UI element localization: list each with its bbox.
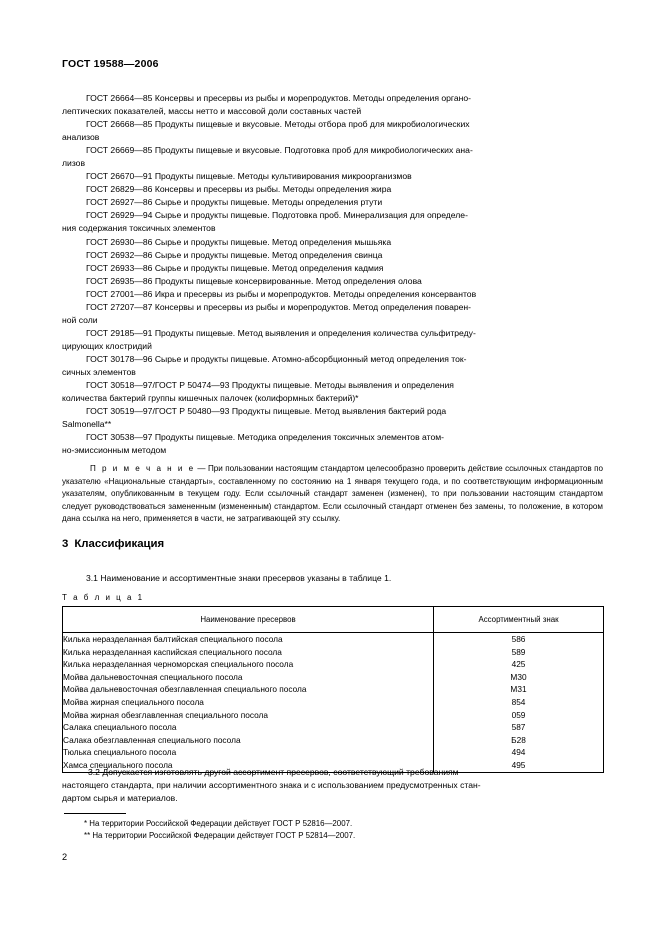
section-title: Классификация [74,538,165,550]
reference-line: ГОСТ 30178—96 Сырье и продукты пищевые. Атомно-абсорбционный метод определения ток- [86,353,467,364]
list-item: 059 [511,709,526,720]
reference-line: цирующих клостридий [62,340,152,351]
reference-line: анализов [62,132,100,143]
reference-line: лептических показателей, массы нетто и массовой доли составных частей [62,106,362,117]
reference-line: ГОСТ 26669—85 Продукты пищевые и вкусовые. Подготовка проб для микробиологических ана- [86,145,473,156]
reference-entry-cont [62,157,603,170]
reference-line: но-эмиссионным методом [62,445,167,456]
reference-line: количества бактерий группы кишечных палочек (колиформных бактерий)* [62,393,359,404]
reference-entry [62,183,603,196]
list-item: 587 [511,722,526,733]
column-header-code: Ассортиментный знак [434,607,604,633]
table-header-row [63,607,604,633]
list-item: Тюлька специального посола [63,747,177,758]
reference-line: ГОСТ 27207—87 Консервы и пресервы из рыбы и морепродуктов. Метод определения поварен- [86,301,472,312]
reference-line: ГОСТ 26930—86 Сырье и продукты пищевые. Метод определения мышьяка [86,236,392,247]
reference-entry [62,275,603,288]
list-item: М30 [510,671,527,682]
reference-entry-cont [62,444,603,457]
reference-entry [62,196,603,209]
reference-entry [62,144,603,157]
reference-line: ГОСТ 26670—91 Продукты пищевые. Методы культивирования микроорганизмов [86,171,412,182]
reference-entry-cont [62,131,603,144]
table-1-wrapper [62,606,603,773]
reference-entry [62,262,603,275]
list-item: 854 [511,696,526,707]
note-label: П р и м е ч а н и е [90,464,195,473]
list-item: Салака специального посола [63,722,177,733]
reference-entry [62,405,603,418]
reference-line: ГОСТ 26932—86 Сырье и продукты пищевые. Метод определения свинца [86,249,383,260]
list-item: 586 [511,634,526,644]
reference-entry-cont [62,314,603,327]
list-item: Килька неразделанная черноморская специального посола [63,659,294,670]
section-number: 3 [62,538,69,550]
reference-entry [62,118,603,131]
list-item: 589 [511,646,526,657]
reference-entry [62,431,603,444]
clause-3-2-line-3: дартом сырья и материалов. [62,793,178,804]
reference-line: Salmonella** [62,419,112,430]
reference-line: ния содержания токсичных элементов [62,223,216,234]
preserves-table [62,606,604,773]
reference-line: ГОСТ 26935—86 Продукты пищевые консервированные. Метод определения олова [86,275,422,286]
footnote-1: * На территории Российской Федерации действует ГОСТ Р 52816—2007. [84,819,353,828]
list-item: Салака обезглавленная специального посола [63,734,241,745]
reference-line: ГОСТ 26927—86 Сырье и продукты пищевые. Методы определения ртути [86,197,383,208]
footnotes-block [62,818,603,842]
reference-entry [62,209,603,222]
reference-entry [62,288,603,301]
list-item: Килька неразделанная каспийская специального посола [63,646,282,657]
page-running-header: ГОСТ 19588—2006 [62,58,159,70]
reference-entry-cont [62,222,603,235]
cell-names [63,633,434,773]
note-block [62,463,603,526]
reference-entry [62,353,603,366]
table-body [63,633,604,773]
table-header [63,607,604,633]
reference-line: ГОСТ 26933—86 Сырье и продукты пищевые. Метод определения кадмия [86,262,384,273]
clause-3-2-line-1: 3.2 Допускается изготовлять другой ассортимент пресервов, соответствующий требованиям [88,767,459,777]
reference-entry-cont [62,392,603,405]
reference-entry-cont [62,366,603,379]
footnote-2: ** На территории Российской Федерации действует ГОСТ Р 52814—2007. [84,831,356,841]
reference-line: ГОСТ 29185—91 Продукты пищевые. Метод выявления и определения количества сульфитреду- [86,327,476,338]
reference-line: ГОСТ 26929—94 Сырье и продукты пищевые. Подготовка проб. Минерализация для определе- [86,210,468,221]
reference-entry-cont [62,418,603,431]
cell-codes [434,633,604,773]
reference-line: сичных элементов [62,366,136,377]
reference-entry [62,379,603,392]
reference-entry [62,170,603,183]
reference-line: ГОСТ 27001—86 Икра и пресервы из рыбы и морепродуктов. Методы определения консервантов [86,288,477,299]
list-item: Б28 [511,734,526,745]
list-item: 425 [511,659,526,670]
list-item: Хамса специального посола [63,759,173,770]
list-item: Мойва дальневосточная специального посола [63,671,243,682]
reference-entry [62,327,603,340]
clause-3-2 [62,766,603,806]
reference-entry [62,92,603,105]
section-heading [62,538,164,550]
reference-entry [62,236,603,249]
list-item: Мойва жирная специального посола [63,696,204,707]
reference-entry-cont [62,340,603,353]
reference-line: ГОСТ 26668—85 Продукты пищевые и вкусовые. Методы отбора проб для микробиологических [86,119,470,130]
list-item: 495 [511,759,526,770]
footnote-separator [64,813,126,814]
note-text: При пользовании настоящим стандартом целесообразно проверить действие ссылочных стандартов по указателю «Национальные стандарты», составленному по состоянию на 1 января текущего года, и по соответствующим информационным указателям, опубликованным в текущем году. Если ссылочный стандарт заменен (изменен), то при пользовании настоящим стандартом следует руководствоваться замененным (измененным) стандартом. Если ссылочный стандарт отменен без замены, то положение, в котором дана ссылка на него, применяется в части, не затрагивающей эту ссылку. [62,464,603,524]
list-item: М31 [510,684,527,695]
clause-3-2-line-2: настоящего стандарта, при наличии ассортиментного знака и с использованием предусмотренных стан- [62,780,481,791]
table-caption: Т а б л и ц а 1 [62,593,145,602]
list-item: Мойва жирная обезглавленная специального посола [63,709,268,720]
reference-entry [62,301,603,314]
page-number: 2 [62,852,68,862]
list-item: Мойва дальневосточная обезглавленная специального посола [63,684,307,695]
reference-line: ГОСТ 26829—86 Консервы и пресервы из рыбы. Методы определения жира [86,184,392,195]
reference-line: ГОСТ 26664—85 Консервы и пресервы из рыбы и морепродуктов. Методы определения органо- [86,93,472,103]
reference-line: ГОСТ 30518—97/ГОСТ Р 50474—93 Продукты пищевые. Методы выявления и определения [86,380,454,391]
column-header-name: Наименование пресервов [63,607,434,633]
reference-line: ной соли [62,314,98,325]
reference-entry-cont [62,105,603,118]
list-item: 494 [511,747,526,758]
reference-line: ГОСТ 30538—97 Продукты пищевые. Методика определения токсичных элементов атом- [86,432,445,443]
reference-line: лизов [62,158,86,169]
normative-references-list [62,92,603,457]
note-dash: — [195,464,208,473]
reference-line: ГОСТ 30519—97/ГОСТ Р 50480—93 Продукты пищевые. Метод выявления бактерий рода [86,406,447,417]
clause-3-1: 3.1 Наименование и ассортиментные знаки пресервов указаны в таблице 1. [86,573,392,583]
reference-entry [62,249,603,262]
table-row [63,633,604,773]
list-item: Килька неразделанная балтийская специального посола [63,634,283,644]
